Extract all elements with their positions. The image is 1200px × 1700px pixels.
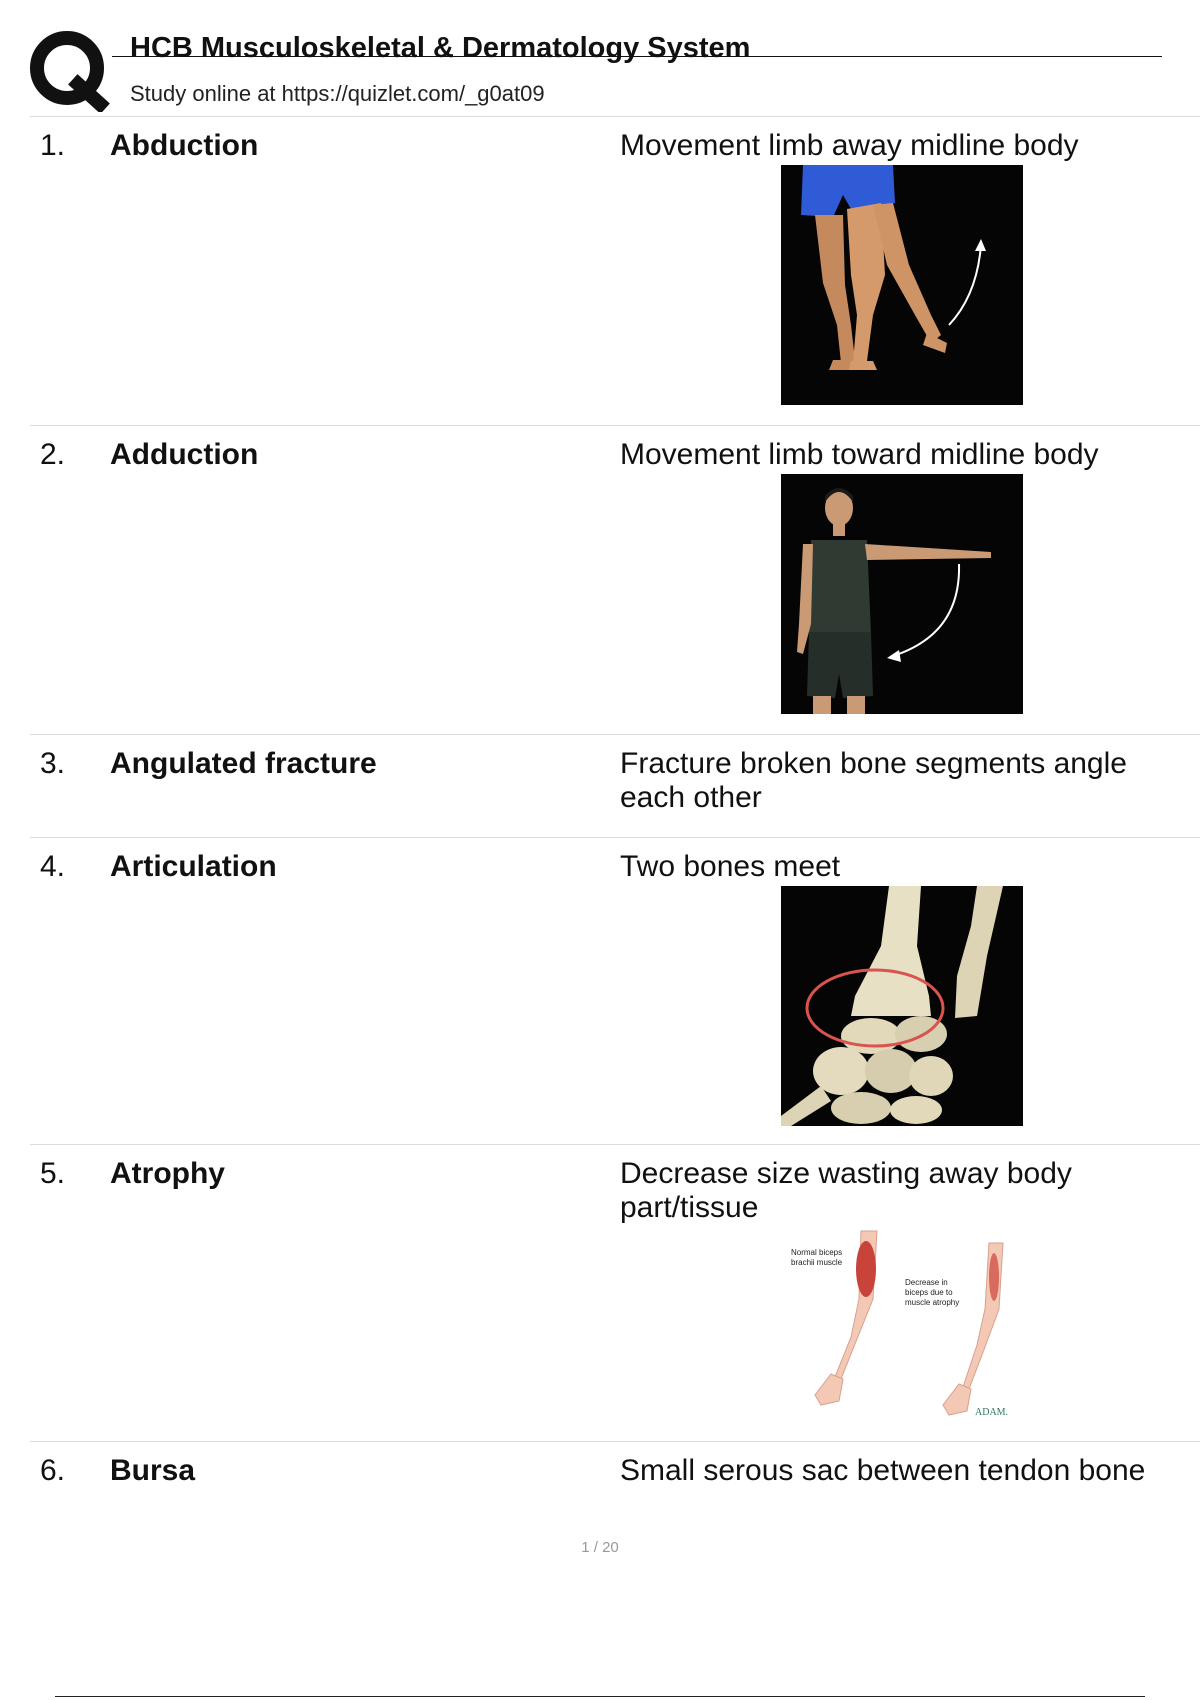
flashcard-row (30, 734, 1200, 837)
card-number: 1. (40, 129, 66, 162)
card-number: 6. (40, 1454, 66, 1487)
card-term: Atrophy (110, 1157, 225, 1190)
card-term: Angulated fracture (110, 747, 377, 780)
flashcard-list (30, 116, 1200, 1521)
card-definition: Small serous sac between tendon bone (620, 1454, 1146, 1487)
flashcard-row (30, 837, 1200, 1144)
card-number: 2. (40, 438, 66, 471)
flashcard-row (30, 116, 1200, 425)
page-number: 1 / 20 (581, 1539, 619, 1556)
adduction-arm-photo (781, 474, 1023, 714)
wrist-bones-photo (781, 886, 1023, 1126)
quizlet-logo-icon (30, 30, 112, 112)
biceps-atrophy-illustration (781, 1229, 1023, 1429)
normal-biceps-label: Normal biceps brachii muscle (791, 1248, 843, 1267)
bottom-rule (55, 1696, 1145, 1697)
document-subtitle: Study online at https://quizlet.com/_g0at09 (130, 81, 545, 106)
card-number: 3. (40, 747, 66, 780)
card-term: Abduction (110, 129, 259, 162)
abduction-legs-photo (781, 165, 1023, 405)
card-number: 4. (40, 850, 66, 883)
flashcard-row (30, 1441, 1200, 1521)
card-definition: Decrease size wasting away body part/tissue (620, 1157, 1072, 1224)
flashcard-row (30, 1144, 1200, 1441)
card-definition: Movement limb away midline body (620, 129, 1079, 162)
card-definition: Movement limb toward midline body (620, 438, 1099, 471)
adam-brand-label: ADAM. (975, 1407, 1009, 1418)
card-term: Articulation (110, 850, 277, 883)
card-term: Adduction (110, 438, 259, 471)
card-number: 5. (40, 1157, 66, 1190)
card-definition: Fracture broken bone segments angle each other (620, 747, 1127, 814)
atrophy-biceps-label: Decrease in biceps due to muscle atrophy (905, 1278, 960, 1307)
document-title: HCB Musculoskeletal & Dermatology System (130, 32, 751, 64)
flashcard-row (30, 425, 1200, 734)
card-term: Bursa (110, 1454, 196, 1487)
card-definition: Two bones meet (620, 850, 841, 883)
document-header (30, 30, 1140, 114)
